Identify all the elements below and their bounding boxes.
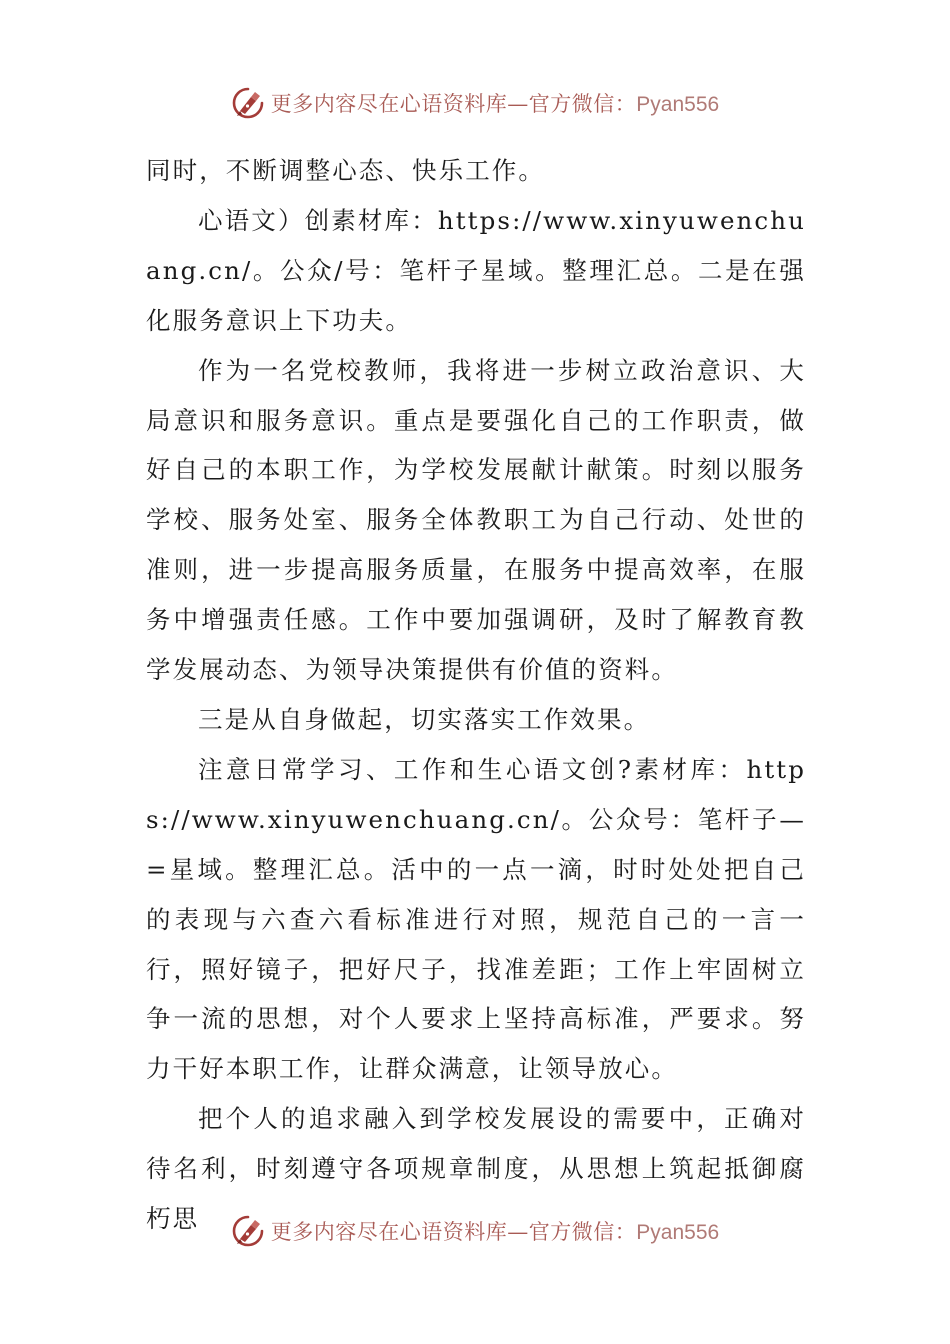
footer-banner-text	[271, 1216, 719, 1246]
header-banner-text	[271, 88, 719, 118]
paragraph-1: 同时，不断调整心态、快乐工作。	[146, 156, 545, 185]
footer-banner-wechat-handle: Pyan556	[636, 1221, 720, 1244]
paragraph-2: 心语文）创素材库：https://www.xinyuwenchuang.cn/。公众/号：笔杆子星域。整理汇总。二是在强化服务意识上下功夫。	[146, 205, 806, 335]
header-banner-inner	[231, 86, 719, 120]
header-banner-wechat-handle: Pyan556	[636, 93, 720, 116]
header-banner	[0, 83, 950, 123]
pen-nib-logo-icon	[231, 1214, 265, 1248]
footer-banner-inner	[231, 1214, 719, 1248]
paragraph-4: 三是从自身做起，切实落实工作效果。	[198, 704, 651, 734]
pen-nib-logo-icon	[231, 86, 265, 120]
paragraph-6: 把个人的追求融入到学校发展设的需要中，正确对待名利，时刻遵守各项规章制度，从思想上筑起抵御腐朽思	[146, 1104, 806, 1234]
header-banner-label: 更多内容尽在心语资料库—官方微信：	[270, 92, 637, 116]
paragraph-3: 作为一名党校教师，我将进一步树立政治意识、大局意识和服务意识。重点是要强化自己的工作职责，做好自己的本职工作，为学校发展献计献策。时刻以服务学校、服务处室、服务全体教职工为自己行动、处世的准则，进一步提高服务质量，在服务中提高效率，在服务中增强责任感。工作中要加强调研，及时了解教育教学发展动态、为领导决策提供有价值的资料。	[146, 355, 806, 685]
document-body	[146, 146, 806, 1244]
footer-banner	[0, 1211, 950, 1251]
paragraph-5: 注意日常学习、工作和生心语文创?素材库：https://www.xinyuwenchuang.cn/。公众号：笔杆子—=星域。整理汇总。活中的一点一滴，时时处处把自己的表现与六查六看标准进行对照，规范自己的一言一行，照好镜子，把好尺子，找准差距；工作上牢固树立争一流的思想，对个人要求上坚持高标准，严要求。努力干好本职工作，让群众满意，让领导放心。	[146, 754, 806, 1084]
footer-banner-label: 更多内容尽在心语资料库—官方微信：	[270, 1220, 637, 1244]
